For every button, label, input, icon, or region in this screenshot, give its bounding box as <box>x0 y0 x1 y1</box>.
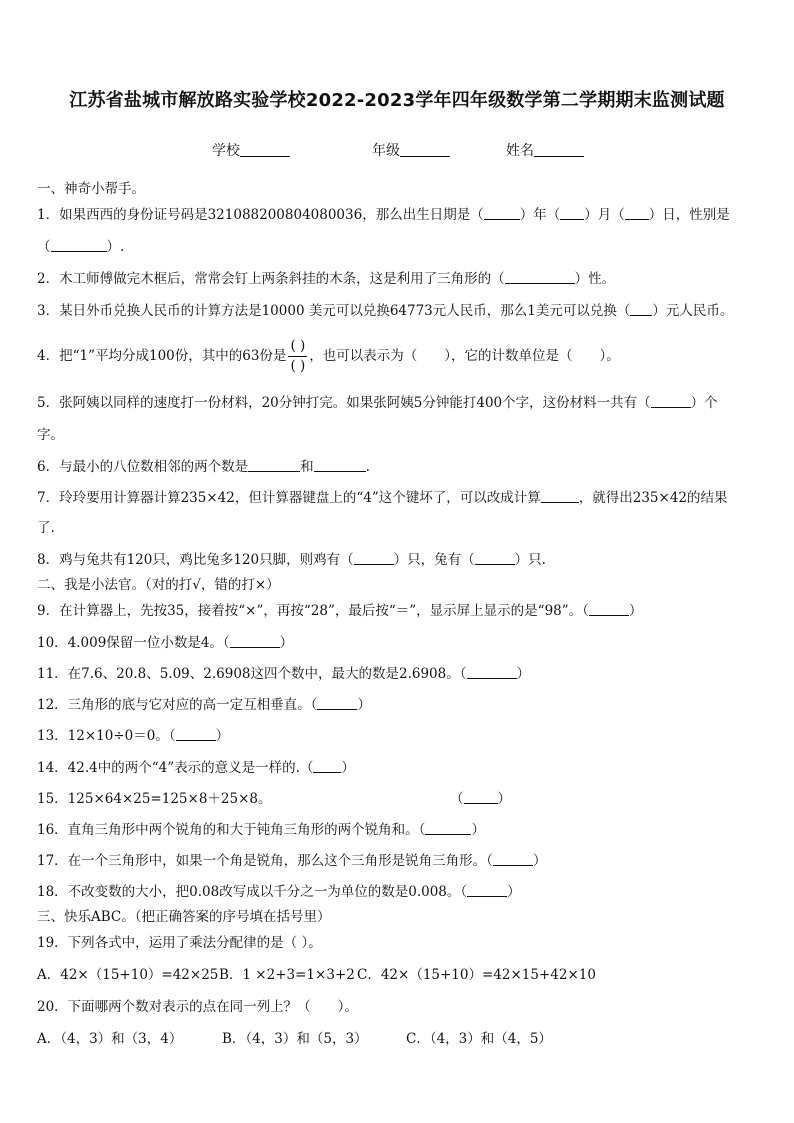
question-12-text: 12．三角形的底与它对应的高一定互相垂直。（ <box>37 697 318 713</box>
section-2-heading: 二、我是小法官。（对的打√，错的打×） <box>37 577 280 593</box>
answer-blank <box>589 602 629 616</box>
question-15 <box>37 790 271 808</box>
question-9 <box>37 602 642 620</box>
question-4-text: ，也可以表示为（ ），它的计数单位是（ ）。 <box>309 348 620 364</box>
question-14 <box>37 759 355 777</box>
question-15-text: 15．125×64×25=125×8＋25×8。 <box>37 791 272 807</box>
answer-blank <box>51 238 107 252</box>
question-11-text: ） <box>516 666 530 682</box>
question-16-text: 16．直角三角形中两个锐角的和大于钝角三角形的两个锐角和。（ <box>37 822 426 838</box>
question-5 <box>37 394 718 412</box>
question-15-text: （ <box>450 791 464 807</box>
question-1-text: ）. <box>106 239 125 255</box>
question-16 <box>37 821 485 839</box>
name-field <box>506 140 584 160</box>
question-19-option-a: A．42×（15+10）=42×25 <box>37 967 219 983</box>
fraction-bar <box>288 356 307 357</box>
name-label: 姓名 <box>506 143 534 159</box>
question-7-continued: 了. <box>37 520 55 536</box>
question-8-text: ）只. <box>514 552 546 568</box>
question-18-text: ） <box>507 884 521 900</box>
question-6 <box>37 458 370 476</box>
question-17-text: ） <box>532 853 547 869</box>
question-7-text: ，就得出235×42的结果 <box>578 490 728 506</box>
answer-blank <box>493 852 533 866</box>
answer-blank <box>651 394 691 408</box>
question-10 <box>37 634 293 652</box>
answer-blank <box>248 458 300 472</box>
answer-blank <box>625 206 649 220</box>
question-7-text: 7．玲玲要用计算器计算235×42，但计算器键盘上的“4”这个键坏了，可以改成计算 <box>37 490 541 506</box>
question-2-text: ）性。 <box>574 271 616 287</box>
question-20-option-a: A．（4，3）和（3，4） <box>37 1031 183 1047</box>
question-8 <box>37 551 546 569</box>
question-16-text: ） <box>471 822 485 838</box>
question-6-text: 6．与最小的八位数相邻的两个数是 <box>37 459 249 475</box>
question-5-continued: 字。 <box>37 427 64 443</box>
answer-blank <box>467 883 507 897</box>
question-11-text: 11．在7.6、20.8、5.09、2.6908这四个数中，最大的数是2.6908。（ <box>37 666 467 682</box>
answer-blank <box>176 727 216 741</box>
question-9-text: 9．在计算器上，先按35，接着按“×”，再按“28”，最后按“＝”，显示屏上显示的是“98”。（ <box>37 603 589 619</box>
question-10-text: ） <box>279 635 294 651</box>
question-18-text: 18．不改变数的大小，把0.08改写成以千分之一为单位的数是0.008。（ <box>37 884 468 900</box>
answer-blank <box>230 634 280 648</box>
school-blank <box>240 142 290 157</box>
grade-label: 年级 <box>372 143 400 159</box>
answer-blank <box>630 302 652 316</box>
question-1-text: ）日，性别是 <box>648 207 730 223</box>
question-15-text: ） <box>497 791 511 807</box>
question-20-stem: 20．下面哪两个数对表示的点在同一列上？（ ）。 <box>37 999 358 1015</box>
answer-blank <box>314 458 366 472</box>
answer-blank <box>541 489 579 503</box>
question-8-text: ）只，兔有（ <box>393 552 475 568</box>
question-6-text: 和 <box>300 459 314 475</box>
question-8-text: 8．鸡与兔共有120只，鸡比兔多120只脚，则鸡有（ <box>37 552 354 568</box>
question-20-option-c: C．（4，3）和（4，5） <box>406 1031 552 1047</box>
answer-blank <box>505 270 575 284</box>
question-9-text: ） <box>628 603 643 619</box>
answer-blank <box>560 206 584 220</box>
question-14-text: 14．42.4中的两个“4”表示的意义是一样的.（ <box>37 760 314 776</box>
answer-blank <box>464 790 498 804</box>
question-6-text: . <box>365 459 370 475</box>
question-19-option-c: C．42×（15+10）=42×15+42×10 <box>357 967 596 983</box>
question-7 <box>37 489 728 507</box>
answer-blank <box>425 821 471 835</box>
question-13-text: ） <box>215 728 230 744</box>
fraction <box>288 338 307 375</box>
question-17-text: 17．在一个三角形中，如果一个角是锐角，那么这个三角形是锐角三角形。（ <box>37 853 493 869</box>
question-13-text: 13．12×10÷0＝0。（ <box>37 728 176 744</box>
question-12 <box>37 696 371 714</box>
answer-blank <box>484 206 520 220</box>
name-blank <box>534 142 584 157</box>
answer-blank <box>313 759 341 773</box>
question-18 <box>37 883 521 901</box>
question-11 <box>37 665 530 683</box>
grade-blank <box>400 142 450 157</box>
question-2 <box>37 270 615 288</box>
question-1 <box>37 206 730 224</box>
question-19-stem: 19．下列各式中，运用了乘法分配律的是（ ）。 <box>37 935 322 951</box>
section-3-heading: 三、快乐ABC。（把正确答案的序号填在括号里） <box>37 909 331 925</box>
question-1-text: ）年（ <box>519 207 561 223</box>
question-5-text: ）个 <box>690 395 718 411</box>
question-2-text: 2．木工师傅做完木框后，常常会钉上两条斜挂的木条，这是利用了三角形的（ <box>37 271 505 287</box>
question-12-text: ） <box>357 697 371 713</box>
question-4-text: 4．把“1”平均分成100份，其中的63份是 <box>37 348 287 364</box>
question-1-text: （ <box>37 239 51 255</box>
question-15-answer <box>450 790 511 808</box>
answer-blank <box>354 551 394 565</box>
question-1-text: 1．如果西西的身份证号码是321088200804080036，那么出生日期是（ <box>37 207 484 223</box>
school-field <box>212 140 290 160</box>
question-19-option-b: B．1 ×2+3=1×3+2 <box>219 967 355 983</box>
fraction-denominator: ( ) <box>290 358 306 374</box>
fraction-numerator: ( ) <box>290 338 306 354</box>
section-1-heading: 一、神奇小帮手。 <box>37 181 145 197</box>
answer-blank <box>467 665 517 679</box>
page-title: 江苏省盐城市解放路实验学校2022-2023学年四年级数学第二学期期末监测试题 <box>69 90 725 111</box>
question-3-text: ）元人民币。 <box>652 303 734 319</box>
question-10-text: 10．4.009保留一位小数是4。（ <box>37 635 230 651</box>
question-3 <box>37 302 733 320</box>
question-17 <box>37 852 546 870</box>
school-label: 学校 <box>212 143 240 159</box>
question-20-option-b: B．（4，3）和（5，3） <box>222 1031 368 1047</box>
question-1-continued <box>37 238 124 256</box>
question-4 <box>37 334 620 378</box>
answer-blank <box>317 696 357 710</box>
question-13 <box>37 727 229 745</box>
question-1-text: ）月（ <box>584 207 625 223</box>
question-14-text: ） <box>341 760 355 776</box>
question-3-text: 3．某日外币兑换人民币的计算方法是10000 美元可以兑换64773元人民币，那么1美元可以兑换（ <box>37 303 631 319</box>
grade-field <box>372 140 450 160</box>
answer-blank <box>475 551 515 565</box>
question-5-text: 5．张阿姨以同样的速度打一份材料，20分钟打完。如果张阿姨5分钟能打400个字，这份材料一共有（ <box>37 395 651 411</box>
